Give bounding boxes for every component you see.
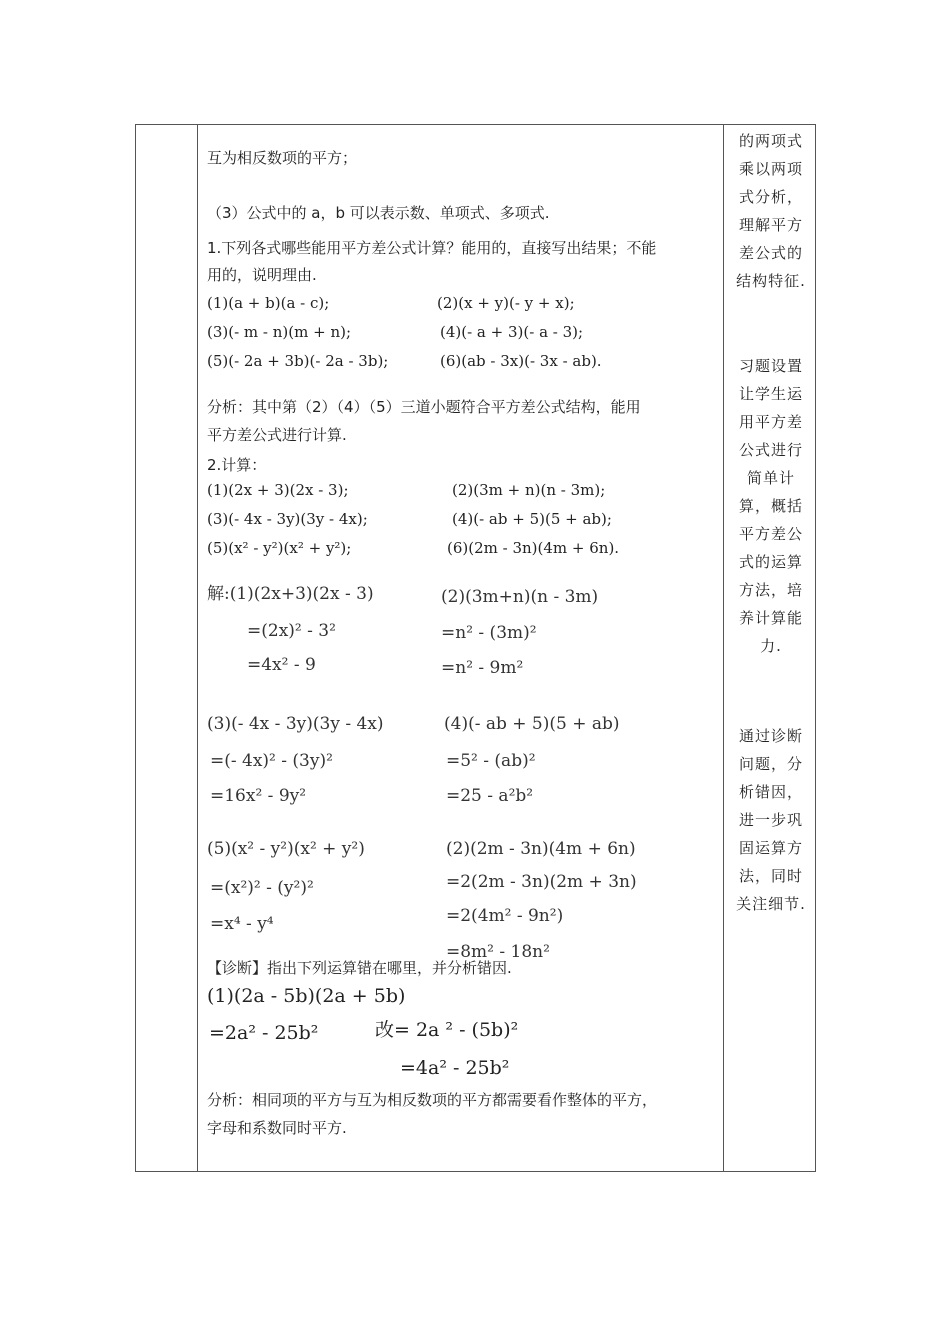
solution4-line: (4)(- ab + 5)(5 + ab)	[444, 714, 620, 734]
solution2-line: =n² - (3m)²	[441, 623, 537, 643]
sidebar-note-structure: 的两项式 乘以两项 式分析， 理解平方 差公式的 结构特征.	[736, 132, 806, 290]
exercise2-item: (6)(2m - 3n)(4m + 6n).	[447, 539, 620, 557]
solution6-line: (2)(2m - 3n)(4m + 6n)	[446, 839, 636, 859]
diagnosis-analysis-line1: 分析：相同项的平方与互为相反数项的平方都需要看作整体的平方，	[207, 1091, 658, 1109]
diagnosis-analysis-line2: 字母和系数同时平方.	[207, 1119, 347, 1137]
solution6-line: =2(4m² - 9n²)	[446, 906, 564, 926]
table-divider-1	[197, 124, 198, 1172]
analysis1-line2: 平方差公式进行计算.	[207, 426, 347, 444]
question1-line2: 用的，说明理由.	[207, 266, 317, 284]
solution2-line: (2)(3m+n)(n - 3m)	[441, 587, 599, 607]
solution5-line: =(x²)² - (y²)²	[210, 878, 314, 898]
solution5-line: (5)(x² - y²)(x² + y²)	[207, 839, 365, 859]
table-border-top	[135, 124, 816, 125]
diagnosis-correction: 改= 2a ² - (5b)²	[375, 1019, 519, 1041]
exercise2-item: (4)(- ab + 5)(5 + ab);	[452, 510, 612, 528]
diagnosis-wrong-result: =2a² - 25b²	[209, 1022, 319, 1044]
exercise2-item: (2)(3m + n)(n - 3m);	[452, 481, 606, 499]
exercise2-item: (3)(- 4x - 3y)(3y - 4x);	[207, 510, 368, 528]
question2-title: 2.计算：	[207, 456, 267, 474]
exercise2-item: (1)(2x + 3)(2x - 3);	[207, 481, 349, 499]
exercise2-item: (5)(x² - y²)(x² + y²);	[207, 539, 352, 557]
table-border-left	[135, 124, 136, 1172]
analysis1-line1: 分析：其中第（2）（4）（5）三道小题符合平方差公式结构，能用	[207, 398, 641, 416]
solution1-line: 解:(1)(2x+3)(2x - 3)	[207, 584, 374, 604]
solution3-line: (3)(- 4x - 3y)(3y - 4x)	[207, 714, 384, 734]
table-divider-2	[723, 124, 724, 1172]
table-border-right	[815, 124, 816, 1172]
exercise1-item: (6)(ab - 3x)(- 3x - ab).	[440, 352, 602, 370]
solution1-line: =4x² - 9	[247, 655, 316, 675]
diagnosis-correct-result: =4a² - 25b²	[400, 1057, 510, 1079]
exercise1-item: (5)(- 2a + 3b)(- 2a - 3b);	[207, 352, 389, 370]
solution5-line: =x⁴ - y⁴	[210, 914, 274, 934]
exercise1-item: (4)(- a + 3)(- a - 3);	[440, 323, 584, 341]
note-formula-terms: （3）公式中的 a，b 可以表示数、单项式、多项式.	[207, 204, 550, 222]
solution6-line: =8m² - 18n²	[446, 942, 550, 962]
solution2-line: =n² - 9m²	[441, 658, 524, 678]
exercise1-item: (3)(- m - n)(m + n);	[207, 323, 352, 341]
table-border-bottom	[135, 1171, 816, 1172]
diagnosis-expression: (1)(2a - 5b)(2a + 5b)	[207, 985, 406, 1007]
solution6-line: =2(2m - 3n)(2m + 3n)	[446, 872, 637, 892]
exercise1-item: (1)(a + b)(a - c);	[207, 294, 330, 312]
solution4-line: =25 - a²b²	[446, 786, 534, 806]
diagnosis-title: 【诊断】指出下列运算错在哪里，并分析错因.	[207, 959, 512, 977]
sidebar-note-diagnosis: 通过诊断 问题，分 析错因， 进一步巩 固运算方 法，同时 关注细节.	[736, 727, 806, 913]
solution1-line: =(2x)² - 3²	[247, 621, 336, 641]
exercise1-item: (2)(x + y)(- y + x);	[437, 294, 575, 312]
question1-line1: 1.下列各式哪些能用平方差公式计算？能用的，直接写出结果；不能	[207, 239, 657, 257]
solution3-line: =(- 4x)² - (3y)²	[210, 751, 333, 771]
solution4-line: =5² - (ab)²	[446, 751, 536, 771]
intro-text: 互为相反数项的平方；	[207, 149, 358, 167]
sidebar-note-practice: 习题设置 让学生运 用平方差 公式进行 简单计 算，概括 平方差公 式的运算 方法，培 养计算能 力.	[738, 357, 803, 655]
solution3-line: =16x² - 9y²	[210, 786, 307, 806]
